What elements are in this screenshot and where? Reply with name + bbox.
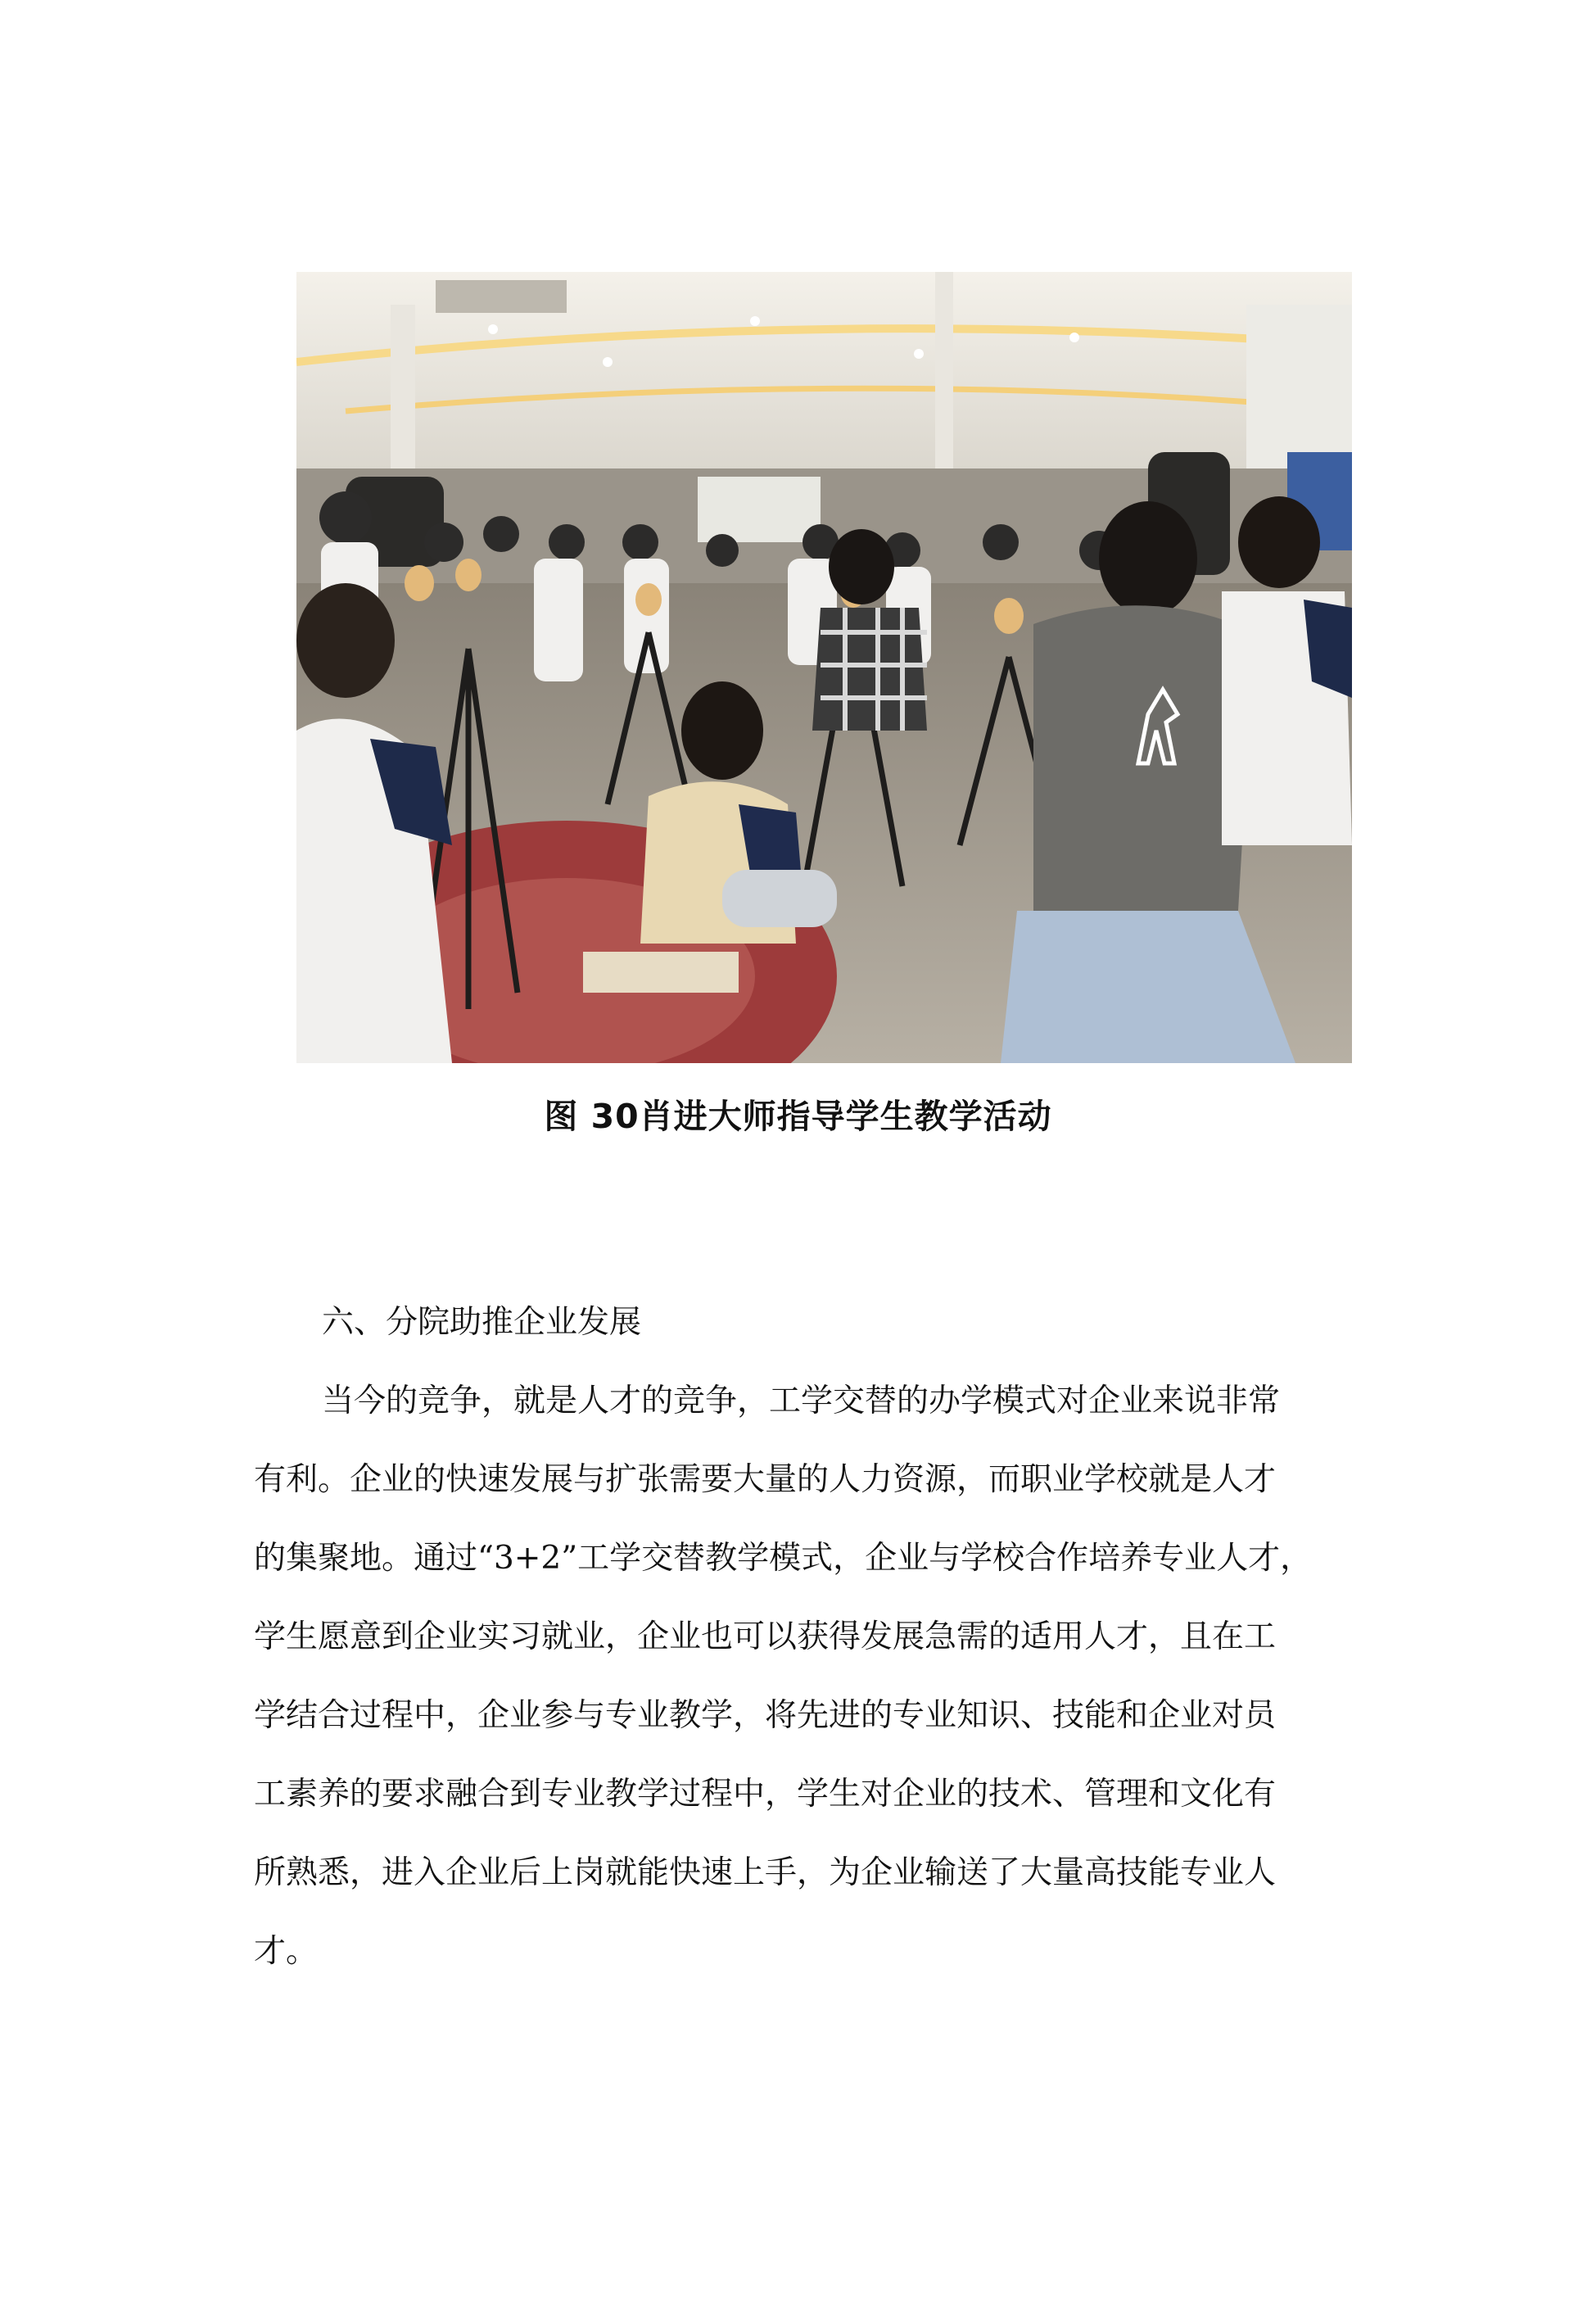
paragraph-line: 学结合过程中，企业参与专业教学，将先进的专业知识、技能和企业对员 — [254, 1697, 1277, 1734]
classroom-photo — [296, 272, 1352, 1063]
paragraph-line: 学生愿意到企业实习就业，企业也可以获得发展急需的适用人才，且在工 — [254, 1618, 1277, 1655]
section-heading: 六、分院助推企业发展 — [322, 1304, 642, 1341]
paragraph-line: 当今的竞争，就是人才的竞争，工学交替的办学模式对企业来说非常 — [322, 1383, 1281, 1419]
classroom-photo-illustration — [296, 272, 1352, 1063]
figure-caption: 图 30肖进大师指导学生教学活动 — [544, 1097, 1052, 1136]
paragraph-line: 有利。企业的快速发展与扩张需要大量的人力资源，而职业学校就是人才 — [254, 1461, 1277, 1498]
paragraph-line: 工素养的要求融合到专业教学过程中，学生对企业的技术、管理和文化有 — [254, 1776, 1277, 1813]
paragraph-line: 所熟悉，进入企业后上岗就能快速上手，为企业输送了大量高技能专业人 — [254, 1854, 1277, 1891]
paragraph-line: 的集聚地。通过“3+2”工学交替教学模式，企业与学校合作培养专业人才， — [254, 1540, 1313, 1577]
paragraph-line: 才。 — [254, 1933, 319, 1970]
